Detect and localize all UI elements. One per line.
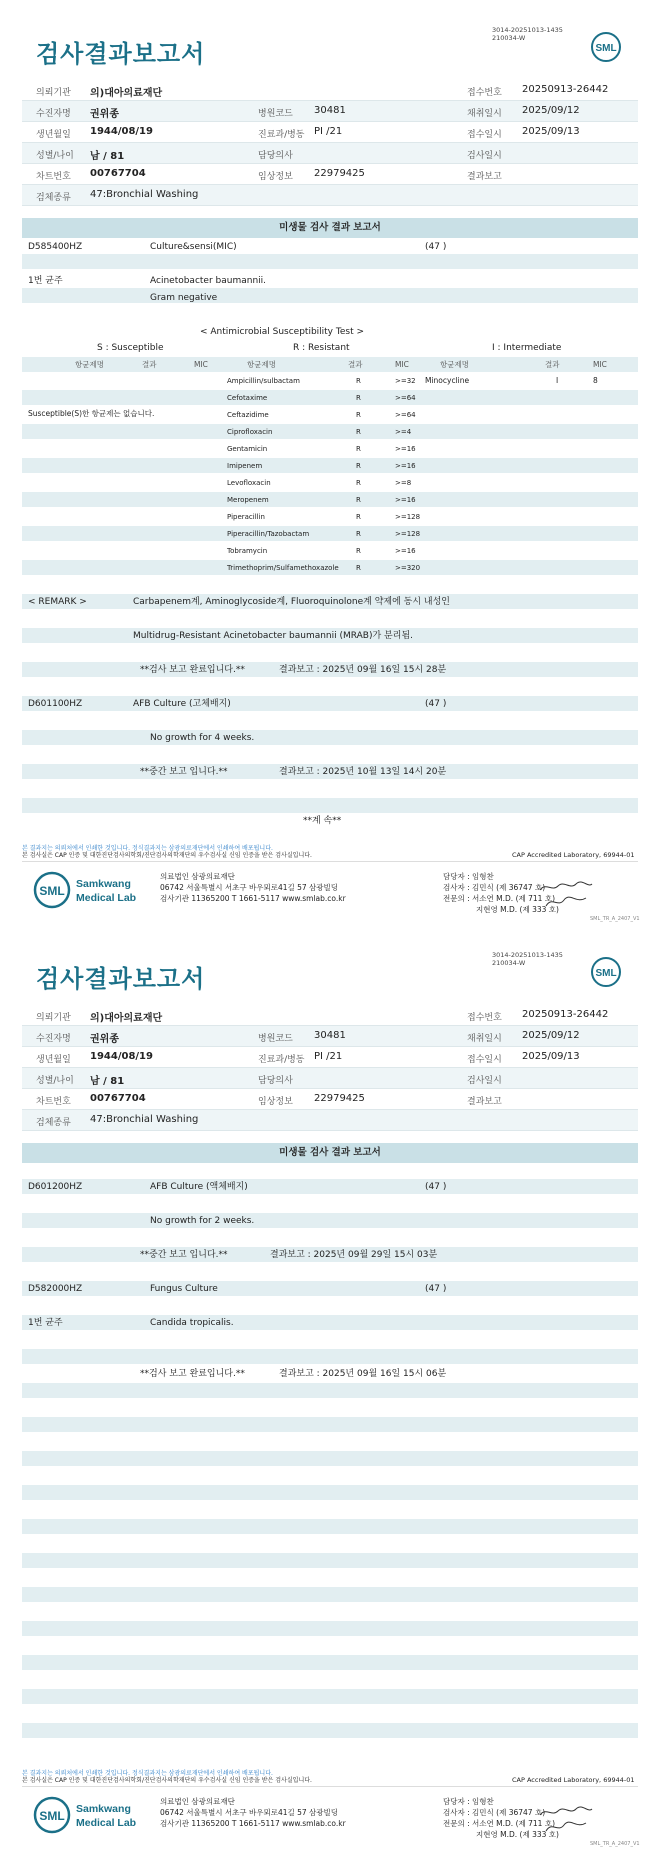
ast-drug: Gentamicin xyxy=(227,445,268,453)
ast-result: R xyxy=(356,377,361,385)
ast-right-result: I xyxy=(556,376,559,385)
test-name: AFB Culture (액체배지) xyxy=(150,1182,248,1192)
ast-mic: >=128 xyxy=(395,513,421,521)
ast-mic: >=16 xyxy=(395,462,416,470)
ast-mic: >=16 xyxy=(395,547,416,555)
ast-mic: >=16 xyxy=(395,496,416,504)
ast-mic: >=8 xyxy=(395,479,412,487)
remark-line-2: Multidrug-Resistant Acinetobacter baumannii (MRAB)가 분리됨. xyxy=(133,631,413,641)
header-row-sex-age: 성별/나이 남 / 81 담당의사 검사일시 xyxy=(22,1068,638,1089)
doc-code: 3014-20251013-1435 210034-W xyxy=(492,26,563,42)
signatories: 담당자 : 임형찬 검사자 : 김민식 (제 36747 호) 전문의 : 서소연 M.D. (제 711 호) 지현영 M.D. (제 333 호) xyxy=(443,1797,559,1839)
ast-mic: >=64 xyxy=(395,411,416,419)
ast-drug: Piperacillin/Tazobactam xyxy=(227,530,310,538)
patient-name: 권위종 xyxy=(90,109,119,120)
ast-result: R xyxy=(356,547,361,555)
organism: Candida tropicalis. xyxy=(150,1318,234,1328)
sml-logo-icon xyxy=(590,956,622,988)
test-result: No growth for 2 weeks. xyxy=(150,1216,255,1226)
ast-drug: Ampicillin/sulbactam xyxy=(227,377,300,385)
isolate-label: 1번 균주 xyxy=(28,276,63,286)
ast-mic: >=320 xyxy=(395,564,421,572)
interim-report: **중간 보고 입니다.** xyxy=(140,1250,228,1260)
final-report: **검사 보고 완료입니다.** xyxy=(140,665,245,675)
test-code: D601200HZ xyxy=(28,1182,83,1192)
test-name: Culture&sensi(MIC) xyxy=(150,242,237,252)
svg-text:Samkwang: Samkwang xyxy=(76,1803,131,1815)
ast-drug: Levofloxacin xyxy=(227,479,271,487)
ast-result: R xyxy=(356,428,361,436)
receipt-no-value: 20250913-26442 xyxy=(522,84,609,95)
report-page-2: 검사결과보고서 3014-20251013-1435 210034-W SML 의뢰기관 의)대아의료재단 접수번호 20250913-26442 수진자명 권위종 병원코드 30481 채취일시 2025/09/12 생년월일 1944/08/19 진료과/병동 PI /21 접수일시 2025/09/13 성별/나이 남 / 81 담당의사 검사일시 차트번호 00767704 임상정보 22979425 결과보고 검체종류 47:Bronchial Washing 미생물 검사 결과 보고서 D601200HZ AFB Culture (액체배지) (47 ) No growth for 2 weeks. **중간 보고 입니다.** 결과보고 : 2025년 09월 29일 15시 03분 D582000HZ Fungus Culture (47 ) 1번 균주 Candida tropicalis. **검사 보고 완료입니다.** 결과보고 : 2025년 09월 16일 15시 06분 본 결과지는 의뢰처에서 인쇄한 것입니다. 정식결과지는 삼광의료재단에서 인쇄하여 배포됩니다. 본 검사실은 CAP 인증 및 대한진단검사의학회/진단검사의학재단의 우수검사실 신임 인증을 받은 검사실입니다. CAP Accredited Laboratory, 69944-01 SML Samkwang Medical Lab 의료법인 삼광의료재단 06742 서울특별시 서초구 바우뫼로41길 57 삼광빌딩 검사기관 11365200 T 1661-5117 www.smlab.co.kr 담당자 : 임형찬 검사자 : 김민식 (제 36747 호) 전문의 : 서소연 M.D. (제 711 호) 지현영 M.D. (제 333 호) SML_TR_A_2407_V1 xyxy=(22,951,640,1847)
doc-code: 3014-20251013-1435 210034-W xyxy=(492,951,563,967)
signatories: 담당자 : 임형찬 검사자 : 김민식 (제 36747 호) 전문의 : 서소연 M.D. (제 711 호) 지현영 M.D. (제 333 호) xyxy=(443,872,559,914)
report-page-1: 검사결과보고서 3014-20251013-1435 210034-W SML 의뢰기관 의)대아의료재단 접수번호 20250913-26442 수진자명 권위종 병원코드 30481 채취일시 2025/09/12 생년월일 1944/08/19 진료과/병동 PI /21 접수일시 2025/09/13 성별/나이 남 / 81 담당의사 검사일시 차트번호 00767704 임상정보 22979425 결과보고 검체종류 47:Bronchial Washing 미생물 검사 결과 보고서 D585400HZ Culture&sensi(MIC) (47 ) 1번 균주 Acinetobacter baumannii. Gram negative < Antimicrobial Susceptibility Test > S : Susceptible R : Resistant I : Intermediate 항균제명 결과 MIC 항균제명 결과 MIC 항균제명 결과 MIC Susceptible(S)한 항균제는 없습니다. Ampicillin/sulbactam R >=32 Cefotaxime R >=64 Ceftazidime R >=64 Ciprofloxacin R >=4 Gentamicin R >=16 Imipenem R >=16 Levofloxacin R >=8 Meropenem R >=16 Piperacillin R >=128 Piperacillin/Tazobactam R >=128 Tobramycin R >=16 Trimethoprim/Sulfamethoxazole R >=320 Minocycline I 8 < REMARK > Carbapenem계, Aminoglycoside계, Fluoroquinolone계 약제에 동시 내성인 Multidrug-Resistant Acinetobacter baumannii (MRAB)가 분리됨. **검사 보고 완료입니다.** 결과보고 : 2025년 09월 16일 15시 28분 D601100HZ AFB Culture (고체배지) (47 ) No growth for 4 weeks. **중간 보고 입니다.** 결과보고 : 2025년 10월 13일 14시 20분 **계 속** 본 결과지는 의뢰처에서 인쇄한 것입니다. 정식결과지는 삼광의료재단에서 인쇄하여 배포됩니다. 본 검사실은 CAP 인증 및 대한진단검사의학회/진단검사의학재단의 우수검사실 신임 인증을 받은 검사실입니다. CAP Accredited Laboratory, 69944-01 SML Samkwang Medical Lab 의료법인 삼광의료재단 06742 서울특별시 서초구 바우뫼로41길 57 삼광빌딩 검사기관 11365200 T 1661-5117 www.smlab.co.kr 담당자 : 임형찬 검사자 : 김민식 (제 36747 호) 전문의 : 서소연 M.D. (제 711 호) 지현영 M.D. (제 333 호) SML_TR_A_2407_V1 xyxy=(22,26,640,922)
svg-text:Samkwang: Samkwang xyxy=(76,878,131,890)
institution-value: 의)대아의료재단 xyxy=(90,88,163,99)
sml-logo-icon xyxy=(590,31,622,63)
test2-name: Fungus Culture xyxy=(150,1284,218,1294)
svg-text:Medical Lab: Medical Lab xyxy=(76,892,137,904)
no-susceptible-note-2: Susceptible(S)한 항균제는 없습니다. xyxy=(28,409,155,418)
header-row-birth: 생년월일 1944/08/19 진료과/병동 PI /21 접수일시 2025/09/13 xyxy=(22,1047,638,1068)
test2-result: No growth for 4 weeks. xyxy=(150,733,255,743)
signature-icon xyxy=(536,1803,596,1837)
ast-result: R xyxy=(356,513,361,521)
test2-name: AFB Culture (고체배지) xyxy=(133,699,231,709)
svg-text:SML: SML xyxy=(595,968,617,979)
lab-info: 의료법인 삼광의료재단 06742 서울특별시 서초구 바우뫼로41길 57 삼광빌딩 검사기관 11365200 T 1661-5117 www.smlab.co.kr xyxy=(160,1797,346,1828)
header-row-sex-age: 성별/나이 남 / 81 담당의사 검사일시 xyxy=(22,143,638,164)
ast-result: R xyxy=(356,411,361,419)
ast-drug: Meropenem xyxy=(227,496,269,504)
ast-drug: Cefotaxime xyxy=(227,394,268,402)
ast-mic: >=64 xyxy=(395,394,416,402)
svg-text:SML: SML xyxy=(39,884,65,898)
ast-drug: Imipenem xyxy=(227,462,263,470)
ast-drug: Ceftazidime xyxy=(227,411,269,419)
svg-text:Medical Lab: Medical Lab xyxy=(76,1817,137,1829)
header-row-chart: 차트번호 00767704 임상정보 22979425 결과보고 xyxy=(22,1089,638,1110)
ast-result: R xyxy=(356,564,361,572)
header-row-patient: 수진자명 권위종 병원코드 30481 채취일시 2025/09/12 xyxy=(22,1026,638,1047)
section-title: 미생물 검사 결과 보고서 xyxy=(22,1143,638,1163)
svg-text:SML: SML xyxy=(595,43,617,54)
test-code: D585400HZ xyxy=(28,242,83,252)
header-row-patient: 수진자명 권위종 병원코드 30481 채취일시 2025/09/12 xyxy=(22,101,638,122)
section-title: 미생물 검사 결과 보고서 xyxy=(22,218,638,238)
ast-title: < Antimicrobial Susceptibility Test > xyxy=(200,327,364,337)
ast-mic: >=32 xyxy=(395,377,416,385)
ast-right-mic: 8 xyxy=(593,376,598,385)
ast-drug: Trimethoprim/Sulfamethoxazole xyxy=(227,564,339,572)
ast-result: R xyxy=(356,445,361,453)
remark-label: < REMARK > xyxy=(28,597,87,607)
header-row-specimen: 검체종류 47:Bronchial Washing xyxy=(22,185,638,206)
signature-icon xyxy=(536,878,596,912)
ast-mic: >=16 xyxy=(395,445,416,453)
report-title: 검사결과보고서 xyxy=(36,40,206,68)
header-row-birth: 생년월일 1944/08/19 진료과/병동 PI /21 접수일시 2025/09/13 xyxy=(22,122,638,143)
lab-info: 의료법인 삼광의료재단 06742 서울특별시 서초구 바우뫼로41길 57 삼광빌딩 검사기관 11365200 T 1661-5117 www.smlab.co.kr xyxy=(160,872,346,903)
ast-drug: Tobramycin xyxy=(227,547,268,555)
ast-result: R xyxy=(356,479,361,487)
test2-code: D582000HZ xyxy=(28,1284,83,1294)
ast-result: R xyxy=(356,394,361,402)
header-row-specimen: 검체종류 47:Bronchial Washing xyxy=(22,1110,638,1131)
ast-right-drug: Minocycline xyxy=(425,376,470,385)
organism: Acinetobacter baumannii. xyxy=(150,276,267,286)
isolate-label: 1번 균주 xyxy=(28,1318,63,1328)
remark-line-1: Carbapenem계, Aminoglycoside계, Fluoroquinolone계 약제에 동시 내성인 xyxy=(133,597,450,607)
ast-result: R xyxy=(356,496,361,504)
interim-report: **중간 보고 입니다.** xyxy=(140,767,228,777)
ast-result: R xyxy=(356,530,361,538)
gram-stain: Gram negative xyxy=(150,293,218,303)
header-row-institution: 의뢰기관 의)대아의료재단 접수번호 20250913-26442 xyxy=(22,80,638,101)
ast-drug: Ciprofloxacin xyxy=(227,428,273,436)
final-report: **검사 보고 완료입니다.** xyxy=(140,1369,245,1379)
header-row-institution: 의뢰기관 의)대아의료재단 접수번호 20250913-26442 xyxy=(22,1005,638,1026)
header-row-chart: 차트번호 00767704 임상정보 22979425 결과보고 xyxy=(22,164,638,185)
test2-code: D601100HZ xyxy=(28,699,83,709)
ast-mic: >=128 xyxy=(395,530,421,538)
ast-mic: >=4 xyxy=(395,428,412,436)
continued-marker: **계 속** xyxy=(303,816,342,826)
ast-drug: Piperacillin xyxy=(227,513,265,521)
svg-text:SML: SML xyxy=(39,1809,65,1823)
ast-result: R xyxy=(356,462,361,470)
report-title: 검사결과보고서 xyxy=(36,965,206,993)
